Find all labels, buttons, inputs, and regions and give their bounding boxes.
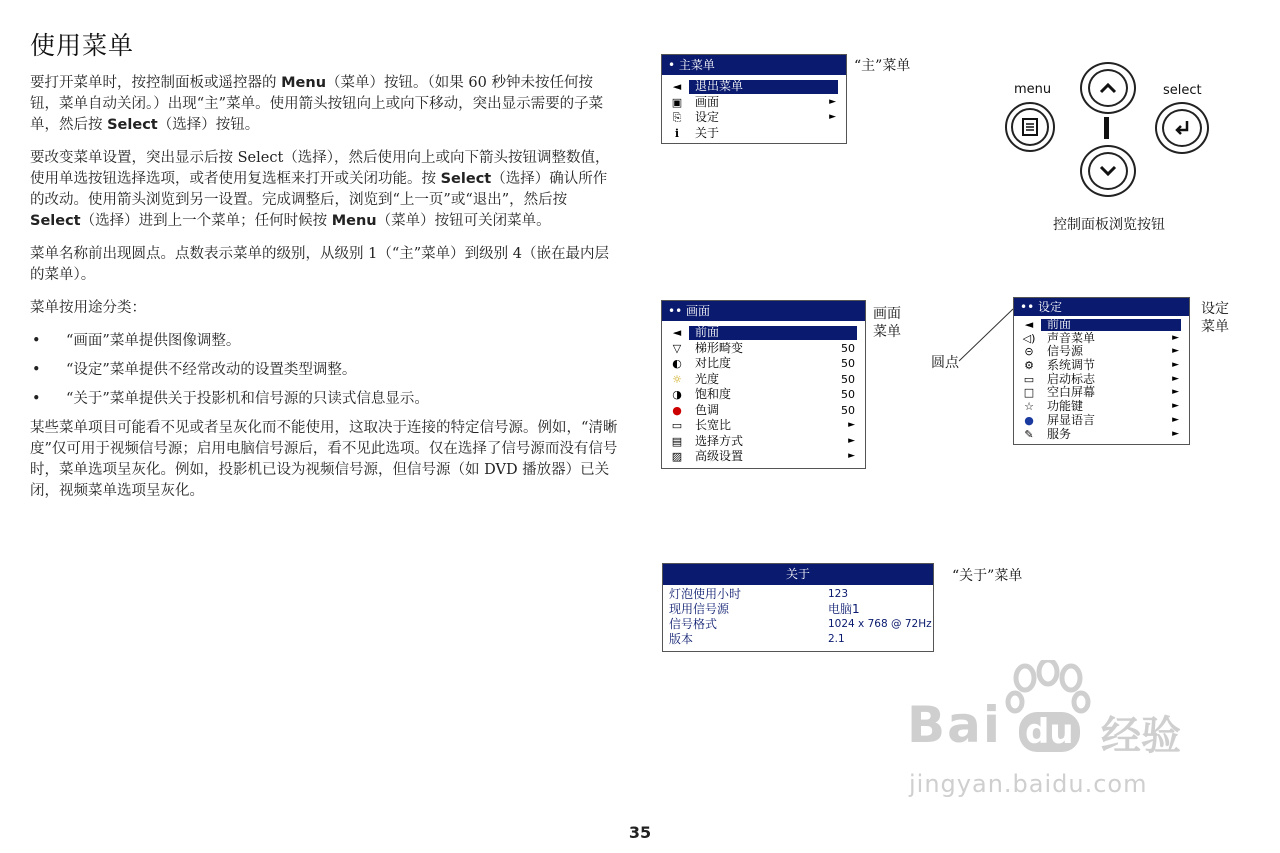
page-number: 35 <box>628 823 652 842</box>
center-divider <box>1104 117 1109 139</box>
paragraph-categories: 菜单按用途分类： <box>30 300 146 316</box>
picture-menu-item[interactable]: ▽ 梯形畸变 50 <box>662 341 865 357</box>
main-menu-header: • 主菜单 <box>662 55 846 75</box>
menu-button[interactable] <box>1005 102 1055 152</box>
back-arrow-icon: ◄ <box>672 326 682 339</box>
settings-menu-header: •• 设定 <box>1014 298 1189 316</box>
settings-menu-item[interactable]: □ 空白屏幕 ► <box>1014 386 1189 400</box>
submenu-arrow-icon: ► <box>848 451 855 461</box>
submenu-arrow-icon: ► <box>829 112 836 122</box>
picture-menu <box>661 300 866 469</box>
paragraph-open-menu: 要打开菜单时，按控制面板或遥控器的 Menu（菜单）按钮。（如果 60 秒钟未按任何按钮，菜单自动关闭。）出现“主”菜单。使用箭头按钮向上或向下移动，突出显示需要的子菜单，然后按 Select（选择）按钮。 <box>30 75 604 133</box>
info-icon: i <box>674 126 680 140</box>
about-row: 现用信号源 电脑1 <box>669 602 860 616</box>
submenu-arrow-icon: ► <box>1172 428 1179 439</box>
down-button[interactable] <box>1080 145 1136 197</box>
menu-list-icon <box>1022 118 1038 136</box>
main-menu-note: “主”菜单 <box>854 58 911 74</box>
picture-menu-item[interactable]: ▭ 长宽比 ► <box>662 418 865 434</box>
settings-icon: ⎘ <box>672 111 682 124</box>
menu-button-label: menu <box>1014 82 1052 97</box>
settings-menu-item[interactable]: ⚙ 系统调节 ► <box>1014 359 1189 373</box>
main-menu-item-exit[interactable]: ◄ 退出菜单 <box>662 79 846 95</box>
audio-icon: ◁) <box>1022 331 1036 345</box>
submenu-arrow-icon: ► <box>829 96 836 107</box>
settings-menu-item[interactable]: ✎ 服务 ► <box>1014 428 1189 442</box>
chevron-down-icon <box>1099 165 1117 177</box>
picture-menu-item[interactable]: ◐ 对比度 50 <box>662 356 865 372</box>
blank-screen-icon: □ <box>1023 386 1035 400</box>
picture-menu-note: 画面 菜单 <box>873 306 901 340</box>
submenu-arrow-icon: ► <box>1172 373 1179 384</box>
system-icon: ⚙ <box>1024 359 1034 373</box>
contrast-icon: ◐ <box>672 357 682 370</box>
body-text <box>30 73 620 514</box>
paragraph-change-settings: 要改变菜单设置，突出显示后按 Select（选择），然后使用向上或向下箭头按钮调整数值，使用单选按钮选择选项，或者使用复选框来打开或关闭功能。按 Select（选择）确认所作的改动。使用箭头浏览到另一设置。完成调整后，浏览到“上一页”或“退出”，然后按 Select（选择）进到上一个菜单；任何时候按 Menu（菜单）按钮可关闭菜单。 <box>30 150 610 229</box>
main-menu <box>661 54 847 144</box>
bullet-item: • “画面”菜单提供图像调整。 <box>32 333 241 349</box>
page-title: 使用菜单 <box>30 31 135 60</box>
globe-icon: ● <box>1024 413 1034 427</box>
settings-menu-item[interactable]: ● 屏显语言 ► <box>1014 414 1189 428</box>
paragraph-greyed-items: 某些菜单项目可能看不见或者呈灰化而不能使用，这取决于连接的特定信号源。例如，“清晰度”仅可用于视频信号源；启用电脑信号源后，看不见此选项。仅在选择了信号源而没有信号时，菜单选项呈灰化。例如，投影机已设为视频信号源，但信号源（如 DVD 播放器）已关闭，视频菜单选项呈灰化。 <box>30 420 618 499</box>
dot-note: 圆点 <box>931 355 959 371</box>
main-menu-item-picture[interactable]: ▣ 画面 ► <box>662 95 846 111</box>
picture-menu-item[interactable]: ☼ 光度 50 <box>662 372 865 388</box>
bullet-item: • “设定”菜单提供不经常改动的设置类型调整。 <box>32 362 357 378</box>
brightness-icon: ☼ <box>672 372 682 386</box>
submenu-arrow-icon: ► <box>1172 346 1179 357</box>
saturation-icon: ◑ <box>672 388 682 401</box>
picture-menu-item[interactable]: ● 色调 50 <box>662 403 865 419</box>
about-menu <box>662 563 934 652</box>
about-row: 灯泡使用小时 123 <box>669 587 849 601</box>
keystone-icon: ▽ <box>672 341 682 355</box>
advanced-icon: ▨ <box>671 450 683 463</box>
settings-menu-note: 设定 菜单 <box>1201 301 1229 335</box>
submenu-arrow-icon: ► <box>1172 414 1179 425</box>
picture-menu-header: •• 画面 <box>662 301 865 321</box>
main-menu-item-settings[interactable]: ⎘ 设定 ► <box>662 110 846 126</box>
about-row: 版本 2.1 <box>669 632 845 646</box>
picture-menu-item[interactable]: ◑ 饱和度 50 <box>662 387 865 403</box>
submenu-arrow-icon: ► <box>1172 401 1179 412</box>
picture-icon: ▣ <box>671 95 683 109</box>
submenu-arrow-icon: ► <box>848 420 855 430</box>
submenu-arrow-icon: ► <box>1172 360 1179 371</box>
bullet-item: • “关于”菜单提供关于投影机和信号源的只读式信息显示。 <box>32 391 429 407</box>
paragraph-menu-dots: 菜单名称前出现圆点。点数表示菜单的级别，从级别 1（“主”菜单）到级别 4（嵌在最内层的菜单）。 <box>30 246 609 283</box>
logo-icon: ▭ <box>1023 372 1035 386</box>
about-row: 信号格式 1024 x 768 @ 72Hz <box>669 617 932 631</box>
submenu-arrow-icon: ► <box>1172 387 1179 398</box>
about-menu-note: “关于”菜单 <box>952 568 1023 584</box>
aspect-ratio-icon: ▭ <box>671 419 683 432</box>
about-menu-header: 关于 <box>663 564 933 585</box>
select-button[interactable] <box>1155 102 1209 154</box>
settings-menu-item[interactable]: ▭ 启动标志 ► <box>1014 373 1189 387</box>
submenu-arrow-icon: ► <box>1172 332 1179 343</box>
dot-pointer-line <box>955 305 1015 365</box>
up-button[interactable] <box>1080 62 1136 114</box>
picture-menu-item[interactable]: ◄ 前面 <box>662 325 865 341</box>
control-panel-caption: 控制面板浏览按钮 <box>1053 217 1165 233</box>
chevron-up-icon <box>1099 82 1117 94</box>
submenu-arrow-icon: ► <box>848 435 855 446</box>
back-arrow-icon: ◄ <box>672 80 682 93</box>
back-arrow-icon: ◄ <box>1024 318 1034 331</box>
enter-icon <box>1173 120 1191 136</box>
preset-icon: ▤ <box>671 434 683 448</box>
settings-menu <box>1013 297 1190 445</box>
main-menu-item-about[interactable]: i 关于 <box>662 126 846 142</box>
star-icon: ☆ <box>1024 400 1034 414</box>
settings-menu-item[interactable]: ⊝ 信号源 ► <box>1014 345 1189 359</box>
wrench-icon: ✎ <box>1024 427 1034 441</box>
select-button-label: select <box>1163 83 1202 98</box>
settings-menu-item[interactable]: ◄ 前面 <box>1014 318 1189 332</box>
settings-menu-item[interactable]: ◁) 声音菜单 ► <box>1022 330 1179 345</box>
baidu-watermark: Bai du 经验 jingyan.baidu.com <box>905 660 1205 800</box>
picture-menu-item[interactable]: ▨ 高级设置 ► <box>662 449 865 465</box>
tint-icon: ● <box>672 403 682 417</box>
source-icon: ⊝ <box>1024 345 1034 359</box>
picture-menu-item[interactable]: ▤ 选择方式 ► <box>662 434 865 450</box>
settings-menu-item[interactable]: ☆ 功能键 ► <box>1014 400 1189 414</box>
